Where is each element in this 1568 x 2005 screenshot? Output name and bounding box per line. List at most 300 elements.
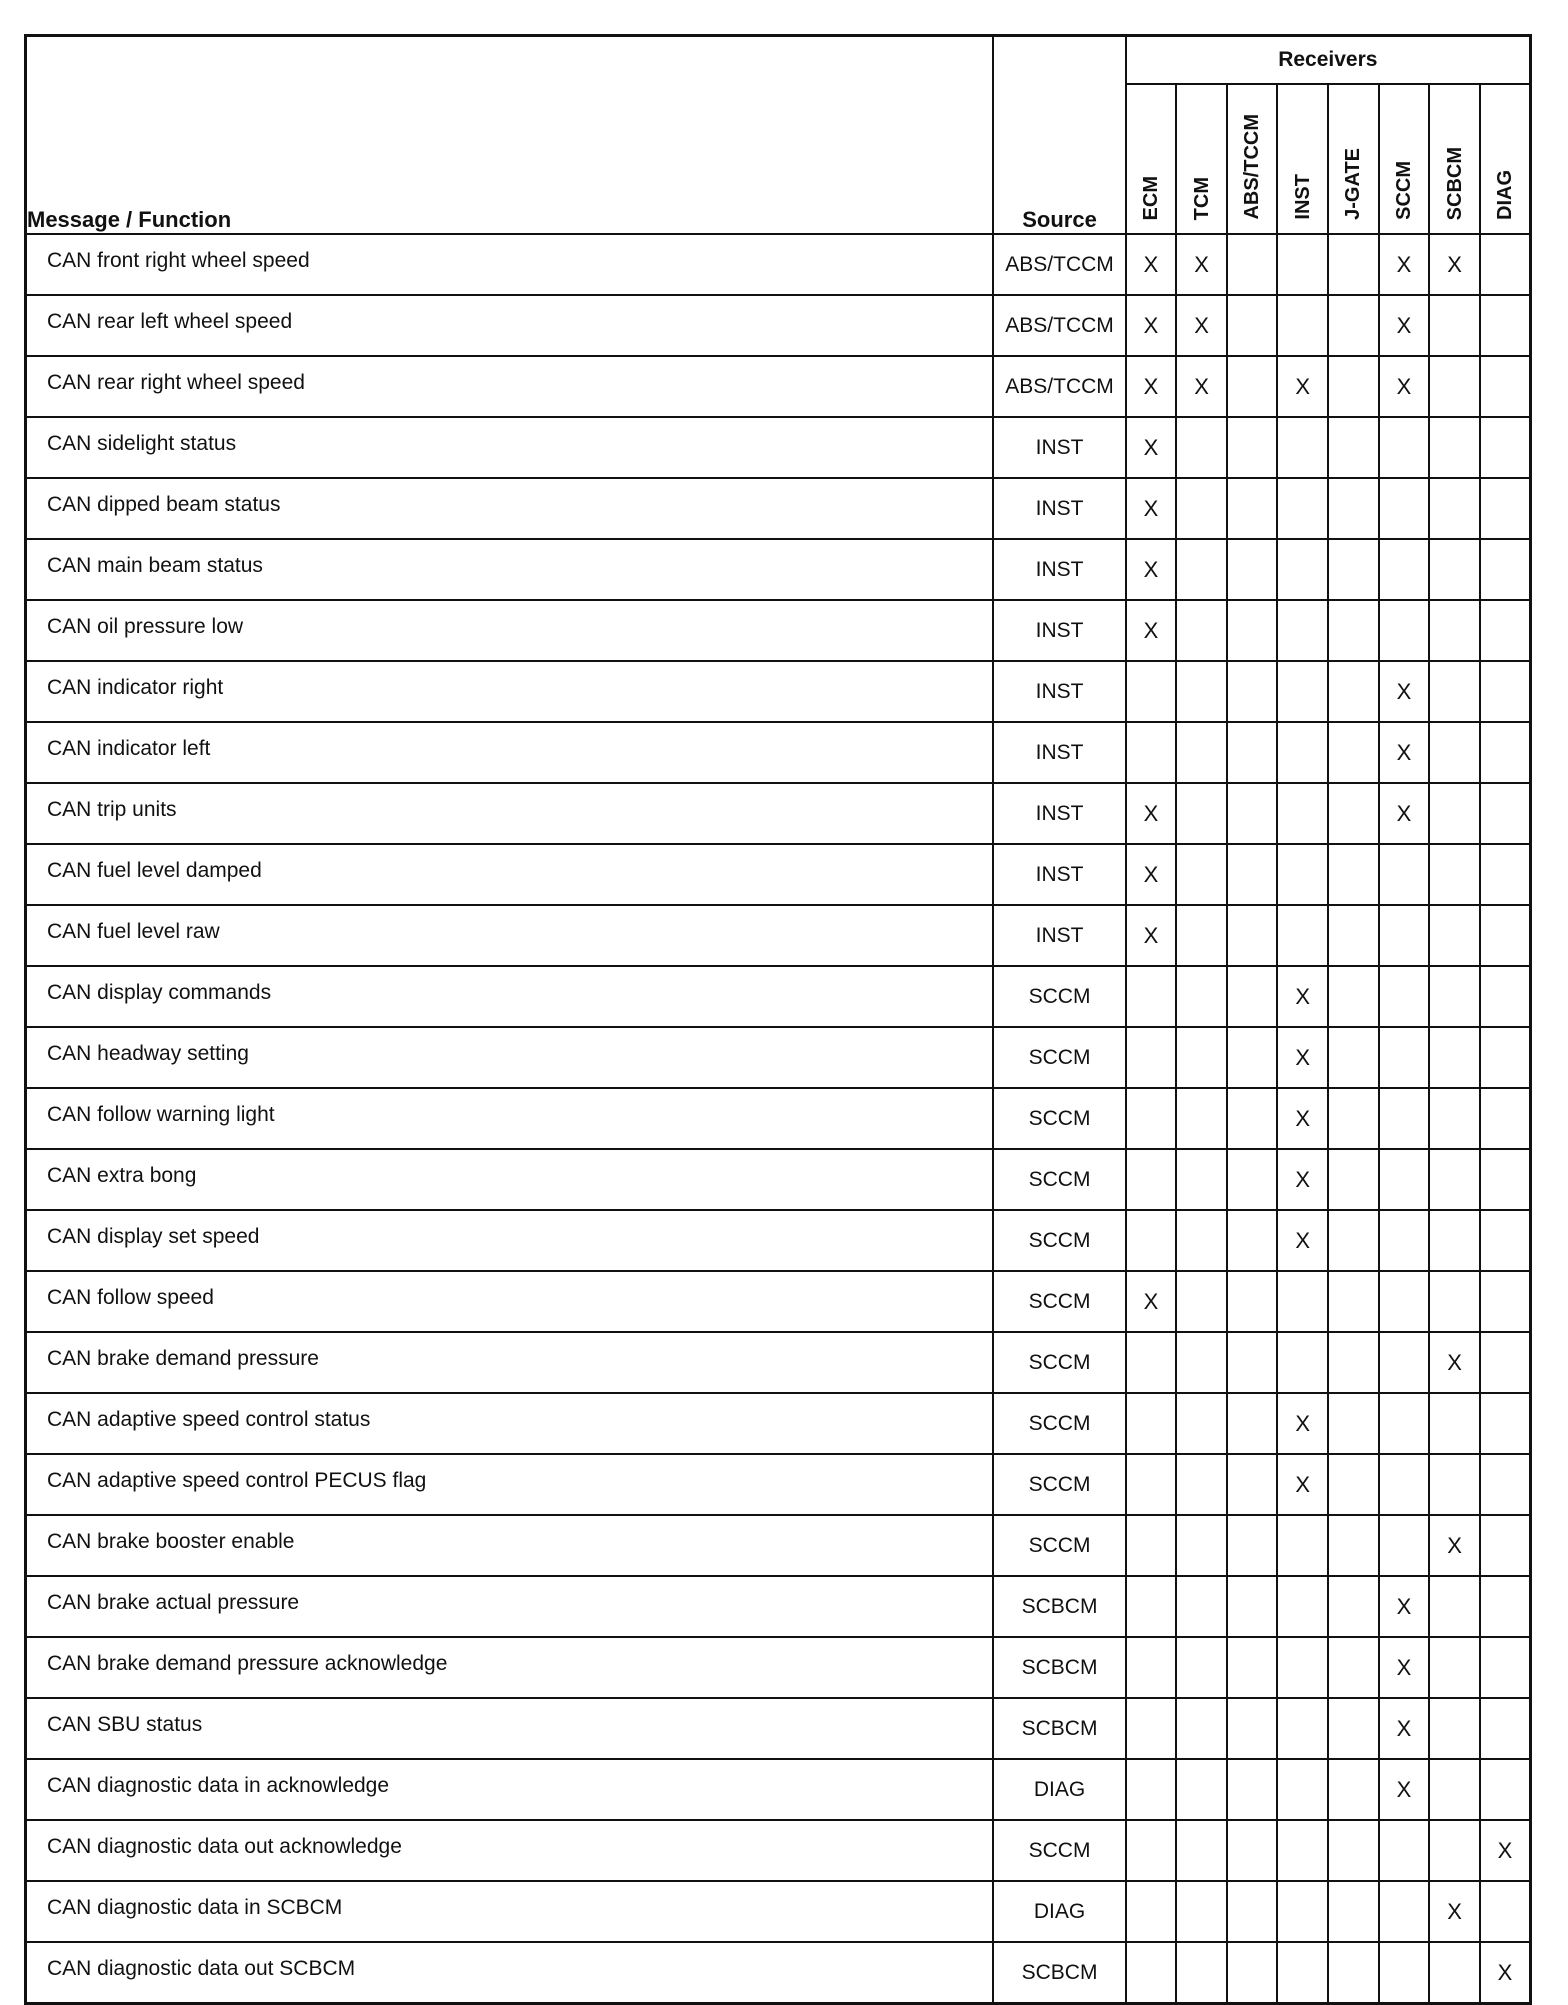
receiver-mark-j-gate [1328, 234, 1379, 295]
header-receivers: Receivers [1126, 36, 1531, 85]
receiver-mark-abs-tccm [1227, 1088, 1278, 1149]
source-cell: SCCM [993, 1454, 1125, 1515]
receiver-mark-ecm [1126, 1820, 1177, 1881]
receiver-mark-diag [1480, 844, 1531, 905]
receiver-mark-abs-tccm [1227, 1454, 1278, 1515]
receiver-mark-diag [1480, 417, 1531, 478]
receiver-mark-j-gate [1328, 478, 1379, 539]
receiver-mark-diag [1480, 356, 1531, 417]
receiver-mark-ecm [1126, 1393, 1177, 1454]
receiver-mark-scbcm [1429, 1088, 1480, 1149]
receiver-mark-abs-tccm [1227, 356, 1278, 417]
receiver-mark-sccm: X [1379, 1698, 1430, 1759]
header-receiver-ecm [1126, 84, 1177, 234]
receiver-mark-j-gate [1328, 905, 1379, 966]
receiver-mark-abs-tccm [1227, 1698, 1278, 1759]
table-row [26, 234, 1531, 295]
receiver-mark-j-gate [1328, 661, 1379, 722]
receiver-mark-abs-tccm [1227, 1210, 1278, 1271]
source-cell: SCCM [993, 1393, 1125, 1454]
source-cell: INST [993, 478, 1125, 539]
receiver-mark-abs-tccm [1227, 1027, 1278, 1088]
receiver-mark-diag [1480, 1210, 1531, 1271]
receiver-mark-diag [1480, 905, 1531, 966]
receiver-mark-scbcm [1429, 1759, 1480, 1820]
receiver-mark-scbcm [1429, 1393, 1480, 1454]
receiver-mark-inst: X [1277, 966, 1328, 1027]
header-receiver-sccm [1379, 84, 1430, 234]
receiver-mark-diag [1480, 1271, 1531, 1332]
receiver-mark-scbcm [1429, 1637, 1480, 1698]
receiver-mark-diag [1480, 600, 1531, 661]
header-receiver-inst [1277, 84, 1328, 234]
message-function-cell: CAN rear right wheel speed [26, 356, 994, 417]
message-function-cell: CAN fuel level damped [26, 844, 994, 905]
table-row [26, 1698, 1531, 1759]
receiver-mark-scbcm [1429, 356, 1480, 417]
receiver-mark-ecm [1126, 1759, 1177, 1820]
receiver-mark-inst [1277, 1332, 1328, 1393]
receiver-mark-j-gate [1328, 1088, 1379, 1149]
receiver-mark-abs-tccm [1227, 783, 1278, 844]
table-row [26, 1393, 1531, 1454]
receiver-mark-inst [1277, 661, 1328, 722]
receiver-mark-ecm [1126, 1698, 1177, 1759]
table-row [26, 661, 1531, 722]
receiver-mark-scbcm [1429, 1576, 1480, 1637]
header-receiver-abs-tccm [1227, 84, 1278, 234]
receiver-mark-scbcm [1429, 1942, 1480, 2004]
receiver-mark-ecm [1126, 1210, 1177, 1271]
receiver-mark-abs-tccm [1227, 1393, 1278, 1454]
receiver-mark-inst [1277, 1759, 1328, 1820]
receiver-mark-sccm: X [1379, 1576, 1430, 1637]
receiver-mark-sccm: X [1379, 234, 1430, 295]
receiver-mark-sccm: X [1379, 295, 1430, 356]
source-cell: INST [993, 417, 1125, 478]
receiver-mark-diag [1480, 1393, 1531, 1454]
header-receiver-scbcm [1429, 84, 1480, 234]
receiver-mark-scbcm [1429, 1210, 1480, 1271]
source-cell: SCBCM [993, 1637, 1125, 1698]
receiver-mark-scbcm [1429, 295, 1480, 356]
message-function-cell: CAN diagnostic data in SCBCM [26, 1881, 994, 1942]
receiver-mark-inst [1277, 783, 1328, 844]
receiver-mark-abs-tccm [1227, 722, 1278, 783]
receiver-mark-diag: X [1480, 1942, 1531, 2004]
receiver-mark-inst: X [1277, 356, 1328, 417]
receiver-mark-ecm [1126, 1088, 1177, 1149]
receiver-mark-tcm [1176, 1759, 1227, 1820]
table-row [26, 1271, 1531, 1332]
receiver-mark-tcm [1176, 1332, 1227, 1393]
receiver-mark-inst [1277, 905, 1328, 966]
message-function-cell: CAN follow speed [26, 1271, 994, 1332]
receiver-mark-sccm [1379, 1332, 1430, 1393]
source-cell: INST [993, 661, 1125, 722]
receiver-mark-abs-tccm [1227, 1515, 1278, 1576]
receiver-mark-ecm: X [1126, 478, 1177, 539]
table-row [26, 600, 1531, 661]
receiver-mark-scbcm [1429, 1271, 1480, 1332]
receiver-mark-diag [1480, 1515, 1531, 1576]
source-cell: SCCM [993, 1149, 1125, 1210]
receiver-mark-tcm [1176, 539, 1227, 600]
receiver-mark-sccm [1379, 1271, 1430, 1332]
table-row [26, 1515, 1531, 1576]
receiver-mark-ecm: X [1126, 600, 1177, 661]
receiver-mark-inst [1277, 539, 1328, 600]
receiver-mark-sccm: X [1379, 1759, 1430, 1820]
receiver-mark-ecm [1126, 661, 1177, 722]
receiver-mark-scbcm [1429, 539, 1480, 600]
source-cell: INST [993, 600, 1125, 661]
receiver-mark-sccm [1379, 966, 1430, 1027]
source-cell: ABS/TCCM [993, 356, 1125, 417]
receiver-mark-inst [1277, 1881, 1328, 1942]
receiver-mark-tcm [1176, 1271, 1227, 1332]
message-function-cell: CAN diagnostic data out SCBCM [26, 1942, 994, 2004]
source-cell: ABS/TCCM [993, 234, 1125, 295]
receiver-mark-j-gate [1328, 1881, 1379, 1942]
message-function-cell: CAN dipped beam status [26, 478, 994, 539]
receiver-mark-j-gate [1328, 600, 1379, 661]
receiver-mark-j-gate [1328, 966, 1379, 1027]
table-row [26, 966, 1531, 1027]
message-function-cell: CAN oil pressure low [26, 600, 994, 661]
receiver-mark-ecm [1126, 1942, 1177, 2004]
receiver-mark-j-gate [1328, 1210, 1379, 1271]
receiver-mark-abs-tccm [1227, 478, 1278, 539]
receiver-mark-ecm [1126, 1515, 1177, 1576]
receiver-mark-diag [1480, 478, 1531, 539]
header-receiver-tcm [1176, 84, 1227, 234]
receiver-mark-inst: X [1277, 1027, 1328, 1088]
source-cell: SCCM [993, 1210, 1125, 1271]
receiver-mark-diag [1480, 1454, 1531, 1515]
receiver-mark-abs-tccm [1227, 905, 1278, 966]
source-cell: DIAG [993, 1759, 1125, 1820]
receiver-mark-ecm: X [1126, 234, 1177, 295]
receiver-mark-scbcm [1429, 1820, 1480, 1881]
receiver-mark-abs-tccm [1227, 1271, 1278, 1332]
receiver-mark-abs-tccm [1227, 844, 1278, 905]
receiver-mark-j-gate [1328, 1759, 1379, 1820]
receiver-mark-tcm: X [1176, 356, 1227, 417]
header-receiver-label: SCCM [1392, 161, 1415, 220]
receiver-mark-inst [1277, 1515, 1328, 1576]
message-function-cell: CAN main beam status [26, 539, 994, 600]
receiver-mark-scbcm: X [1429, 1515, 1480, 1576]
table-row [26, 1576, 1531, 1637]
source-cell: SCCM [993, 1515, 1125, 1576]
receiver-mark-sccm [1379, 1027, 1430, 1088]
table-row [26, 1881, 1531, 1942]
table-row [26, 1942, 1531, 2004]
header-receiver-label: DIAG [1493, 170, 1516, 220]
receiver-mark-abs-tccm [1227, 1759, 1278, 1820]
receiver-mark-tcm [1176, 1942, 1227, 2004]
receiver-mark-inst [1277, 1271, 1328, 1332]
receiver-mark-abs-tccm [1227, 417, 1278, 478]
source-cell: INST [993, 783, 1125, 844]
receiver-mark-tcm [1176, 1576, 1227, 1637]
message-function-cell: CAN adaptive speed control status [26, 1393, 994, 1454]
receiver-mark-j-gate [1328, 1393, 1379, 1454]
receiver-mark-ecm: X [1126, 905, 1177, 966]
message-function-cell: CAN indicator left [26, 722, 994, 783]
receiver-mark-ecm [1126, 722, 1177, 783]
table-row [26, 539, 1531, 600]
receiver-mark-diag: X [1480, 1820, 1531, 1881]
message-function-cell: CAN brake demand pressure [26, 1332, 994, 1393]
receiver-mark-tcm [1176, 661, 1227, 722]
receiver-mark-sccm [1379, 1210, 1430, 1271]
message-function-cell: CAN display set speed [26, 1210, 994, 1271]
table-row [26, 1454, 1531, 1515]
receiver-mark-scbcm [1429, 722, 1480, 783]
receiver-mark-tcm [1176, 1515, 1227, 1576]
receiver-mark-j-gate [1328, 722, 1379, 783]
source-cell: SCCM [993, 966, 1125, 1027]
receiver-mark-abs-tccm [1227, 539, 1278, 600]
header-source: Source [993, 36, 1125, 235]
table-row [26, 1820, 1531, 1881]
header-receiver-label: INST [1291, 174, 1314, 220]
message-function-cell: CAN fuel level raw [26, 905, 994, 966]
message-function-cell: CAN adaptive speed control PECUS flag [26, 1454, 994, 1515]
receiver-mark-j-gate [1328, 1332, 1379, 1393]
receiver-mark-diag [1480, 722, 1531, 783]
header-receiver-label: J-GATE [1342, 148, 1365, 220]
receiver-mark-tcm [1176, 1881, 1227, 1942]
table-row [26, 1332, 1531, 1393]
receiver-mark-inst [1277, 844, 1328, 905]
receiver-mark-tcm [1176, 1149, 1227, 1210]
message-function-cell: CAN sidelight status [26, 417, 994, 478]
receiver-mark-sccm [1379, 600, 1430, 661]
receiver-mark-sccm: X [1379, 661, 1430, 722]
source-cell: SCBCM [993, 1698, 1125, 1759]
receiver-mark-abs-tccm [1227, 1942, 1278, 2004]
receiver-mark-scbcm [1429, 417, 1480, 478]
source-cell: SCBCM [993, 1576, 1125, 1637]
table-row [26, 1027, 1531, 1088]
receiver-mark-diag [1480, 1759, 1531, 1820]
receiver-mark-abs-tccm [1227, 661, 1278, 722]
receiver-mark-j-gate [1328, 1515, 1379, 1576]
receiver-mark-scbcm [1429, 1027, 1480, 1088]
header-receiver-label: TCM [1190, 176, 1213, 220]
receiver-mark-sccm [1379, 539, 1430, 600]
receiver-mark-diag [1480, 1698, 1531, 1759]
header-message-function: Message / Function [26, 36, 994, 235]
message-function-cell: CAN front right wheel speed [26, 234, 994, 295]
receiver-mark-sccm: X [1379, 1637, 1430, 1698]
receiver-mark-j-gate [1328, 539, 1379, 600]
receiver-mark-inst [1277, 417, 1328, 478]
receiver-mark-inst [1277, 1942, 1328, 2004]
receiver-mark-j-gate [1328, 1576, 1379, 1637]
source-cell: INST [993, 844, 1125, 905]
source-cell: SCCM [993, 1088, 1125, 1149]
receiver-mark-tcm [1176, 1820, 1227, 1881]
receiver-mark-scbcm [1429, 783, 1480, 844]
source-cell: SCCM [993, 1027, 1125, 1088]
receiver-mark-tcm [1176, 1088, 1227, 1149]
receiver-mark-tcm [1176, 722, 1227, 783]
receiver-mark-sccm [1379, 905, 1430, 966]
receiver-mark-sccm [1379, 1393, 1430, 1454]
receiver-mark-diag [1480, 539, 1531, 600]
source-cell: SCCM [993, 1332, 1125, 1393]
receiver-mark-sccm [1379, 1820, 1430, 1881]
receiver-mark-tcm [1176, 1210, 1227, 1271]
receiver-mark-inst [1277, 234, 1328, 295]
source-cell: INST [993, 905, 1125, 966]
source-cell: ABS/TCCM [993, 295, 1125, 356]
receiver-mark-diag [1480, 1576, 1531, 1637]
receiver-mark-ecm: X [1126, 356, 1177, 417]
source-cell: INST [993, 722, 1125, 783]
receiver-mark-j-gate [1328, 1698, 1379, 1759]
receiver-mark-scbcm [1429, 966, 1480, 1027]
receiver-mark-tcm [1176, 1637, 1227, 1698]
receiver-mark-scbcm [1429, 1454, 1480, 1515]
receiver-mark-tcm: X [1176, 295, 1227, 356]
receiver-mark-inst [1277, 1576, 1328, 1637]
message-function-cell: CAN diagnostic data out acknowledge [26, 1820, 994, 1881]
receiver-mark-tcm [1176, 1393, 1227, 1454]
receiver-mark-j-gate [1328, 1149, 1379, 1210]
table-row [26, 295, 1531, 356]
table-row [26, 844, 1531, 905]
receiver-mark-abs-tccm [1227, 1332, 1278, 1393]
message-function-cell: CAN follow warning light [26, 1088, 994, 1149]
receiver-mark-abs-tccm [1227, 1881, 1278, 1942]
receiver-mark-sccm [1379, 844, 1430, 905]
receiver-mark-j-gate [1328, 417, 1379, 478]
message-function-cell: CAN trip units [26, 783, 994, 844]
header-receiver-label: ECM [1139, 175, 1162, 220]
receiver-mark-j-gate [1328, 356, 1379, 417]
source-cell: SCCM [993, 1820, 1125, 1881]
header-receiver-diag [1480, 84, 1531, 234]
receiver-mark-ecm: X [1126, 417, 1177, 478]
receiver-mark-inst: X [1277, 1454, 1328, 1515]
source-cell: INST [993, 539, 1125, 600]
message-function-cell: CAN SBU status [26, 1698, 994, 1759]
receiver-mark-j-gate [1328, 844, 1379, 905]
receiver-mark-ecm: X [1126, 539, 1177, 600]
receiver-mark-sccm [1379, 1881, 1430, 1942]
receiver-mark-scbcm [1429, 600, 1480, 661]
receiver-mark-sccm: X [1379, 722, 1430, 783]
receiver-mark-inst [1277, 295, 1328, 356]
receiver-mark-tcm [1176, 783, 1227, 844]
can-message-table [24, 34, 1532, 2005]
receiver-mark-diag [1480, 1149, 1531, 1210]
receiver-mark-diag [1480, 1332, 1531, 1393]
receiver-mark-diag [1480, 295, 1531, 356]
receiver-mark-abs-tccm [1227, 295, 1278, 356]
table-row [26, 417, 1531, 478]
receiver-mark-abs-tccm [1227, 1149, 1278, 1210]
receiver-mark-tcm [1176, 1027, 1227, 1088]
receiver-mark-inst [1277, 1698, 1328, 1759]
header-row-top [26, 36, 1531, 85]
receiver-mark-sccm [1379, 1454, 1430, 1515]
receiver-mark-j-gate [1328, 1820, 1379, 1881]
receiver-mark-sccm [1379, 1515, 1430, 1576]
receiver-mark-scbcm [1429, 478, 1480, 539]
receiver-mark-j-gate [1328, 783, 1379, 844]
receiver-mark-scbcm [1429, 661, 1480, 722]
receiver-mark-tcm [1176, 905, 1227, 966]
receiver-mark-diag [1480, 783, 1531, 844]
header-receiver-j-gate [1328, 84, 1379, 234]
message-function-cell: CAN brake actual pressure [26, 1576, 994, 1637]
receiver-mark-abs-tccm [1227, 234, 1278, 295]
receiver-mark-scbcm [1429, 1149, 1480, 1210]
receiver-mark-abs-tccm [1227, 966, 1278, 1027]
table-row [26, 722, 1531, 783]
receiver-mark-diag [1480, 234, 1531, 295]
receiver-mark-ecm [1126, 1027, 1177, 1088]
receiver-mark-inst [1277, 1820, 1328, 1881]
receiver-mark-scbcm: X [1429, 1332, 1480, 1393]
receiver-mark-tcm [1176, 478, 1227, 539]
receiver-mark-inst [1277, 1637, 1328, 1698]
message-function-cell: CAN headway setting [26, 1027, 994, 1088]
message-function-cell: CAN indicator right [26, 661, 994, 722]
table-row [26, 1149, 1531, 1210]
receiver-mark-diag [1480, 1637, 1531, 1698]
receiver-mark-tcm [1176, 844, 1227, 905]
receiver-mark-j-gate [1328, 1637, 1379, 1698]
message-function-cell: CAN display commands [26, 966, 994, 1027]
receiver-mark-j-gate [1328, 1454, 1379, 1515]
receiver-mark-ecm: X [1126, 783, 1177, 844]
receiver-mark-tcm [1176, 1698, 1227, 1759]
receiver-mark-ecm [1126, 1332, 1177, 1393]
table-row [26, 1210, 1531, 1271]
receiver-mark-ecm: X [1126, 844, 1177, 905]
receiver-mark-diag [1480, 661, 1531, 722]
receiver-mark-abs-tccm [1227, 1637, 1278, 1698]
receiver-mark-sccm [1379, 1149, 1430, 1210]
receiver-mark-inst: X [1277, 1149, 1328, 1210]
receiver-mark-diag [1480, 1088, 1531, 1149]
table-row [26, 783, 1531, 844]
receiver-mark-j-gate [1328, 1942, 1379, 2004]
receiver-mark-sccm [1379, 417, 1430, 478]
table-row [26, 905, 1531, 966]
source-cell: SCBCM [993, 1942, 1125, 2004]
receiver-mark-ecm: X [1126, 295, 1177, 356]
receiver-mark-inst [1277, 722, 1328, 783]
receiver-mark-tcm [1176, 600, 1227, 661]
receiver-mark-inst [1277, 600, 1328, 661]
receiver-mark-sccm: X [1379, 356, 1430, 417]
receiver-mark-sccm [1379, 1942, 1430, 2004]
receiver-mark-diag [1480, 1027, 1531, 1088]
message-function-cell: CAN extra bong [26, 1149, 994, 1210]
receiver-mark-scbcm [1429, 905, 1480, 966]
receiver-mark-tcm [1176, 966, 1227, 1027]
receiver-mark-ecm [1126, 1881, 1177, 1942]
message-function-cell: CAN diagnostic data in acknowledge [26, 1759, 994, 1820]
